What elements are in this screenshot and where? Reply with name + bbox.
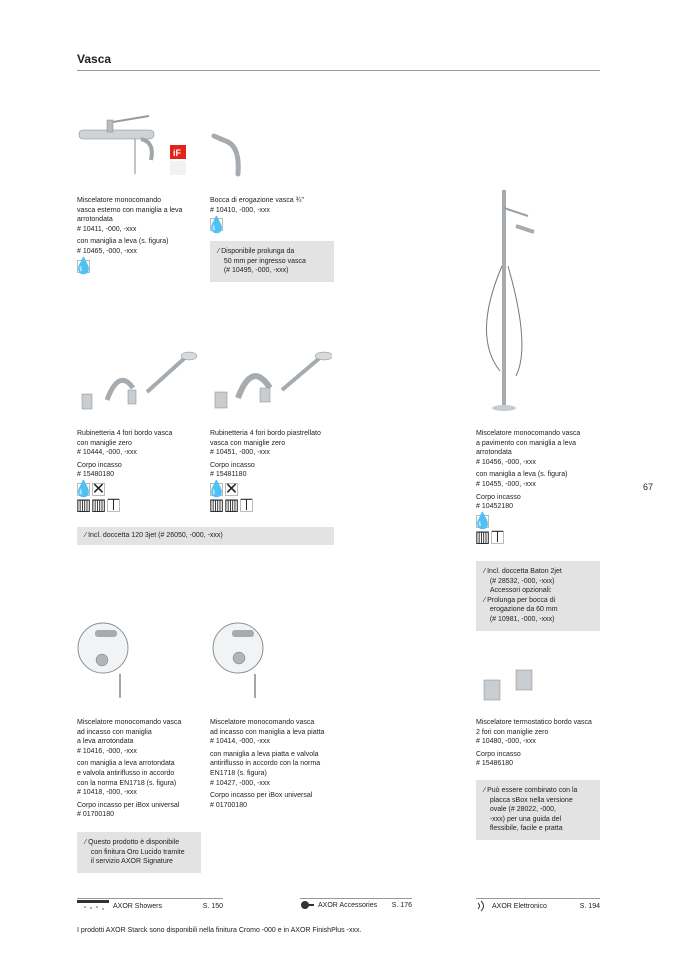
footer-rule bbox=[476, 898, 600, 899]
product-p1 bbox=[73, 196, 202, 276]
page-number: 67 bbox=[643, 482, 654, 492]
page-title: Vasca bbox=[77, 52, 112, 66]
footer-link-page: S. 176 bbox=[391, 901, 412, 909]
product-p5: Miscelatore monocomando vasca a pavimento con maniglia a leva arrotondata # 10456, -000, -xxx con maniglia a leva (s. figura) # 10455, -000, -xxx Corpo incasso # 10452180 💧 ▥ ⊤ bbox=[472, 430, 581, 547]
product-p6: Miscelatore monocomando vasca ad incasso con maniglia a leva arrotondata # 10416, -000, -xxx con maniglia a leva arrotondata e valvola antiriflusso in accordo con la norma EN1718 (s. figura) # 10418, -000, -xxx Corpo incasso per iBox universal # 01700180 bbox=[77, 719, 182, 819]
install-type-icon: ⊤ bbox=[106, 497, 121, 515]
product-image-spout bbox=[210, 130, 245, 180]
footer-link-label: AXOR Showers bbox=[113, 902, 163, 910]
install-type-icon: ▥ bbox=[474, 529, 491, 547]
install-type-icon: ▥ bbox=[90, 497, 107, 515]
footer-link-showers[interactable] bbox=[77, 900, 223, 912]
if-award-badge bbox=[170, 145, 186, 177]
product-p2: Bocca di erogazione vasca ¾" # 10410, -000, -xxx 💧 bbox=[206, 197, 304, 234]
note-baton-accessories: ⁄ Incl. doccetta Baton 2jet (# 28532, -000, -xxx) Accessori opzionali: ⁄ Prolunga per bocca di erogazione da 60 mm (# 10981, -000, -xxx) bbox=[476, 561, 600, 631]
water-drop-icon: 💧 bbox=[472, 513, 493, 531]
no-water-icon: ✕ bbox=[91, 481, 106, 499]
product-p4: Rubinetteria 4 fori bordo piastrellato vasca con maniglie zero # 10451, -000, -xxx Corpo incasso # 15481180 💧 ✕ ▥ ▥ ⊤ bbox=[206, 430, 321, 515]
install-type-icon: ⊤ bbox=[239, 497, 254, 515]
footer-link-page: S. 194 bbox=[579, 902, 600, 910]
note-extension: ⁄ Disponibile prolunga da 50 mm per ingresso vasca (# 10495, -000, -xxx) bbox=[210, 241, 334, 282]
accessory-icon bbox=[300, 900, 314, 910]
svg-text:iF: iF bbox=[173, 148, 181, 158]
product-p3: Rubinetteria 4 fori bordo vasca con maniglie zero # 10444, -000, -xxx Corpo incasso # 15480180 💧 ✕ ▥ ▥ ⊤ bbox=[73, 430, 173, 515]
install-type-icon: ▥ bbox=[223, 497, 240, 515]
footer-link-label: AXOR Accessories bbox=[318, 901, 378, 909]
footer-rule bbox=[77, 898, 223, 899]
footer-link-accessories[interactable] bbox=[300, 900, 412, 910]
install-type-icon: ▥ bbox=[75, 497, 92, 515]
p1-line: Miscelatore monocomando vasca esterno con maniglia a leva arrotondata # 10411, -000, -xxx bbox=[77, 197, 183, 233]
note-shower-included: ⁄ Incl. doccetta 120 3jet (# 26050, -000, -xxx) bbox=[77, 527, 334, 545]
product-p8: Miscelatore termostatico bordo vasca 2 fori con maniglie zero # 10480, -000, -xxx Corpo incasso # 15486180 bbox=[476, 719, 592, 768]
finish-disclaimer: I prodotti AXOR Starck sono disponibili nella finitura Cromo -000 e in AXOR FinishPlus -xxx. bbox=[77, 927, 362, 934]
no-water-icon: ✕ bbox=[224, 481, 239, 499]
note-gold-finish: ⁄ Questo prodotto è disponibile con finitura Oro Lucido tramite il servizio AXOR Signature bbox=[77, 832, 201, 873]
product-image-concealed-mixer-round bbox=[77, 614, 137, 699]
note-sbox: ⁄ Può essere combinato con la placca sBox nella versione ovale (# 28022, -000, -xxx) per una guida del flessibile, facile e pratta bbox=[476, 780, 600, 840]
footer-link-label: AXOR Elettronico bbox=[492, 902, 547, 910]
footer-rule bbox=[300, 898, 412, 899]
shower-head-icon bbox=[77, 900, 109, 912]
install-type-icon: ⊤ bbox=[490, 529, 505, 547]
product-image-thermostatic-2hole bbox=[478, 666, 542, 706]
product-p7: Miscelatore monocomando vasca ad incasso con maniglia a leva piatta # 10414, -000, -xxx con maniglia a leva piatta e valvola antiriflusso in accordo con la norma EN1718 (s. figura) # 10427, -000, -xxx Corpo incasso per iBox universal # 01700180 bbox=[210, 719, 325, 809]
water-drop-icon: 💧 bbox=[73, 258, 94, 276]
product-image-wall-mixer bbox=[77, 112, 167, 182]
product-image-freestanding-mixer bbox=[476, 186, 556, 414]
footer-link-electronic[interactable] bbox=[476, 900, 600, 912]
water-drop-icon: 💧 bbox=[206, 481, 227, 499]
product-image-concealed-mixer-flat bbox=[212, 614, 272, 699]
install-type-icon: ▥ bbox=[208, 497, 225, 515]
sensor-wave-icon bbox=[476, 900, 488, 912]
p1-variant: con maniglia a leva (s. figura) # 10465, -000, -xxx bbox=[77, 238, 169, 255]
water-drop-icon: 💧 bbox=[73, 481, 94, 499]
water-drop-icon: 💧 bbox=[206, 216, 227, 234]
product-image-4hole-deck bbox=[77, 348, 199, 413]
title-divider bbox=[77, 70, 600, 71]
footer-link-page: S. 150 bbox=[202, 902, 223, 910]
product-image-4hole-tiled bbox=[210, 348, 332, 413]
